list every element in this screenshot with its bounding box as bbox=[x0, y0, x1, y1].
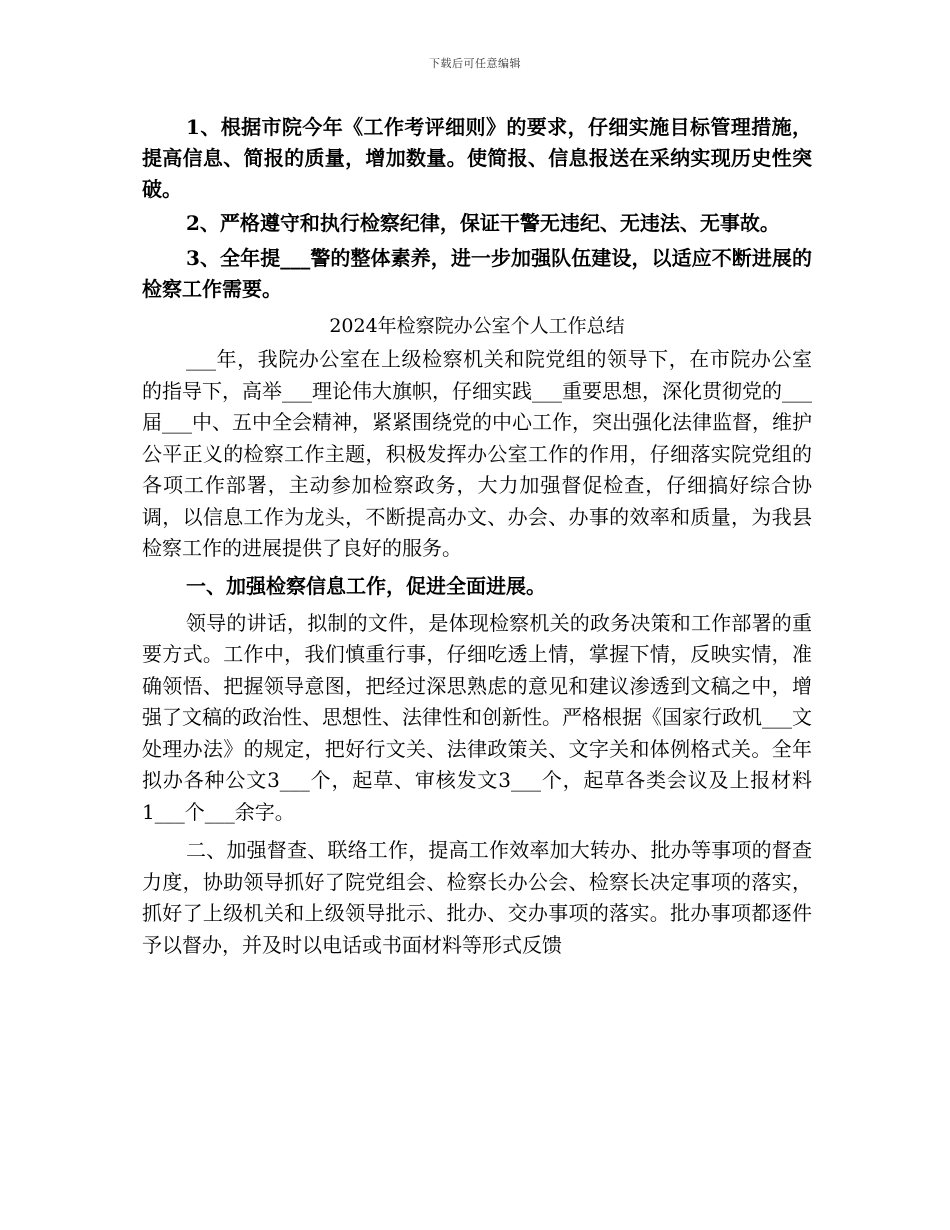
section-1-heading: 一、加强检察信息工作，促进全面进展。 bbox=[186, 573, 546, 598]
paragraph-2: 领导的讲话，拟制的文件，是体现检察机关的政务决策和工作部署的重要方式。工作中，我们慎重行事，仔细吃透上情，掌握下情，反映实情，准确领悟、把握领导意图，把经过深思熟虑的意见和建议渗透到文稿之中，增强了文稿的政治性、思想性、法律性和创新性。严格根据《国家行政机___文处理办法》的规定，把好行文关、法律政策关、文字关和体例格式关。全年拟办各种公文3___个，起草、审核发文3___个，起草各类会议及上报材料1___个___余字。 bbox=[142, 610, 812, 824]
intro-item-3: 3、全年提___警的整体素养，进一步加强队伍建设，以适应不断进展的检察工作需要。 bbox=[142, 246, 812, 301]
document-body bbox=[142, 112, 812, 961]
intro-item-2: 2、严格遵守和执行检察纪律，保证干警无违纪、无违法、无事故。 bbox=[186, 211, 780, 235]
intro-item-1: 1、根据市院今年《工作考评细则》的要求，仔细实施目标管理措施，提高信息、简报的质量，增加数量。使简报、信息报送在采纳实现历史性突破。 bbox=[142, 115, 812, 201]
paragraph-1: ___年，我院办公室在上级检察机关和院党组的领导下，在市院办公室的指导下，高举___理论伟大旗帜，仔细实践___重要思想，深化贯彻党的___届___中、五中全会精神，紧紧围绕党的中心工作，突出强化法律监督，维护公平正义的检察工作主题，积极发挥办公室工作的作用，仔细落实院党组的各项工作部署，主动参加检察政务，大力加强督促检查，仔细搞好综合协调，以信息工作为龙头，不断提高办文、办会、办事的效率和质量，为我县检察工作的进展提供了良好的服务。 bbox=[142, 347, 812, 560]
paragraph-3: 二、加强督查、联络工作，提高工作效率加大转办、批办等事项的督查力度，协助领导抓好了院党组会、检察长办公会、检察长决定事项的落实，抓好了上级机关和上级领导批示、批办、交办事项的落实。批办事项都逐件予以督办，并及时以电话或书面材料等形式反馈 bbox=[142, 838, 812, 957]
page-header: 下载后可任意编辑 bbox=[429, 57, 521, 70]
document-title: 2024年检察院办公室个人工作总结 bbox=[329, 315, 625, 337]
